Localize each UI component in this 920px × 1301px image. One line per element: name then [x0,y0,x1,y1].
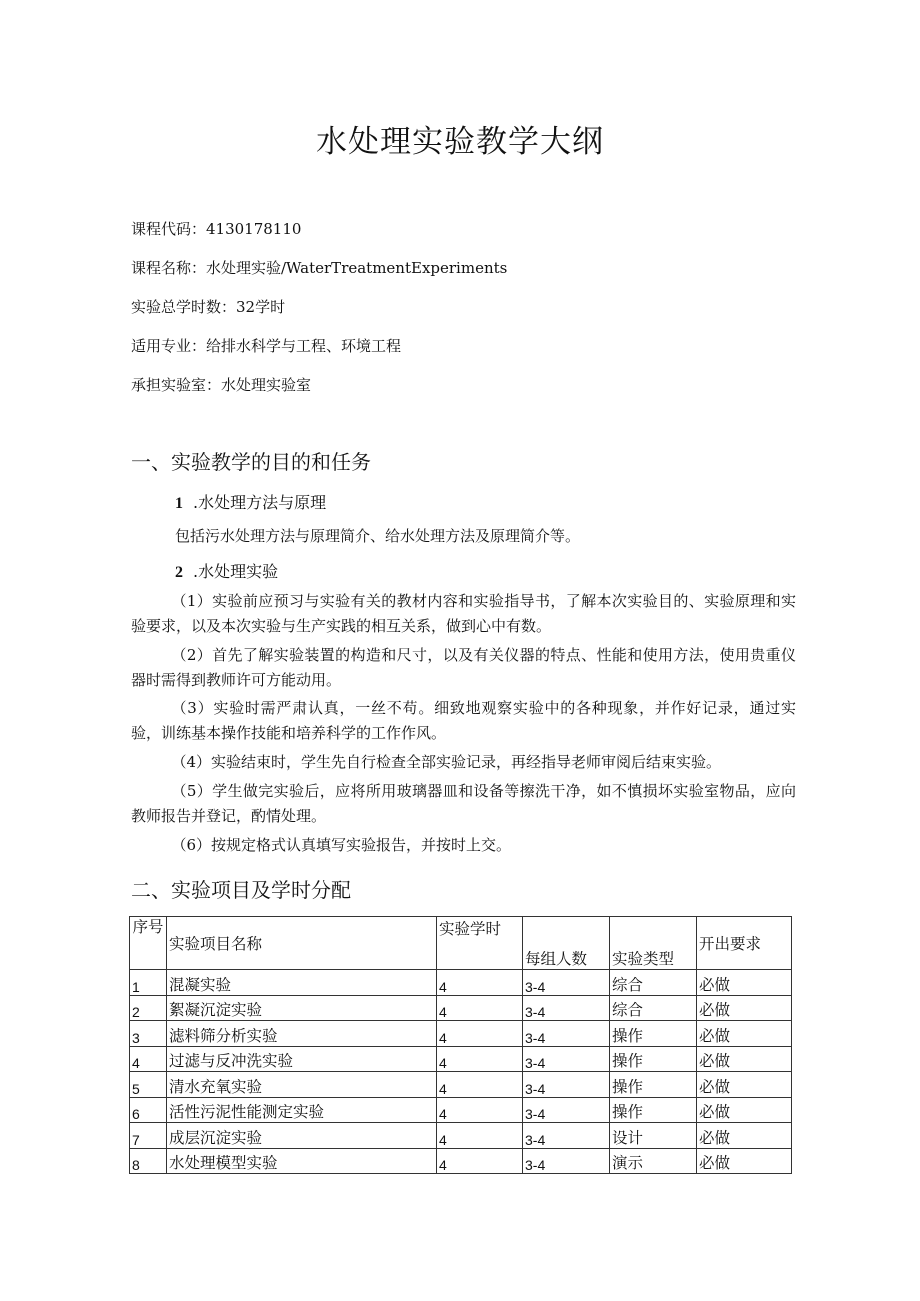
subsection-1-number: 1 [175,495,183,512]
cell-type: 设计 [610,1123,697,1149]
cell-seq: 1 [130,970,167,996]
cell-seq: 6 [130,1097,167,1123]
header-requirement: 开出要求 [697,917,792,970]
subsection-2-label: .水处理实验 [193,562,279,581]
table-row [130,1021,792,1047]
cell-hours: 4 [437,1148,523,1174]
cell-group-size: 3-4 [523,1072,610,1098]
cell-seq: 7 [130,1123,167,1149]
table-row [130,1097,792,1123]
cell-name: 滤料筛分析实验 [167,1021,437,1047]
cell-group-size: 3-4 [523,1097,610,1123]
cell-name: 絮凝沉淀实验 [167,995,437,1021]
header-name: 实验项目名称 [167,917,437,970]
subsection-1-heading [175,490,326,513]
cell-hours: 4 [437,1123,523,1149]
subsection-1-label: .水处理方法与原理 [193,493,327,512]
cell-hours: 4 [437,1072,523,1098]
cell-type: 操作 [610,1046,697,1072]
applicable-majors: 适用专业：给排水科学与工程、环境工程 [131,337,402,355]
cell-hours: 4 [437,1021,523,1047]
cell-group-size: 3-4 [523,995,610,1021]
requirement-1: （1）实验前应预习与实验有关的教材内容和实验指导书，了解本次实验目的、实验原理和实验要求，以及本次实验与生产实践的相互关系，做到心中有数。 [131,592,796,635]
cell-seq: 4 [130,1046,167,1072]
total-hours: 实验总学时数：32学时 [131,298,286,316]
cell-type: 操作 [610,1021,697,1047]
cell-seq: 5 [130,1072,167,1098]
header-seq: 序号 [130,917,167,970]
cell-requirement: 必做 [697,1123,792,1149]
table-row [130,995,792,1021]
cell-name: 混凝实验 [167,970,437,996]
cell-seq: 3 [130,1021,167,1047]
requirement-3: （3）实验时需严肃认真，一丝不苟。细致地观察实验中的各种现象，并作好记录，通过实验，训练基本操作技能和培养科学的工作作风。 [131,699,796,742]
table-row [130,970,792,996]
table-row [130,1123,792,1149]
cell-seq: 8 [130,1148,167,1174]
header-type: 实验类型 [610,917,697,970]
page-title: 水处理实验教学大纲 [316,124,604,160]
cell-type: 综合 [610,970,697,996]
subsection-2-number: 2 [175,564,183,581]
cell-requirement: 必做 [697,970,792,996]
cell-name: 过滤与反冲洗实验 [167,1046,437,1072]
cell-requirement: 必做 [697,1046,792,1072]
cell-name: 成层沉淀实验 [167,1123,437,1149]
section1-heading: 一、实验教学的目的和任务 [131,450,371,474]
header-hours: 实验学时 [437,917,523,970]
cell-requirement: 必做 [697,1072,792,1098]
cell-requirement: 必做 [697,995,792,1021]
cell-name: 活性污泥性能测定实验 [167,1097,437,1123]
table-row [130,1072,792,1098]
cell-group-size: 3-4 [523,1123,610,1149]
requirement-6: （6）按规定格式认真填写实验报告，并按时上交。 [171,836,512,854]
cell-seq: 2 [130,995,167,1021]
course-name: 课程名称：水处理实验/WaterTreatmentExperiments [131,259,508,277]
subsection-2-heading [175,559,278,582]
cell-name: 水处理模型实验 [167,1148,437,1174]
cell-type: 操作 [610,1097,697,1123]
subsection-1-text: 包括污水处理方法与原理简介、给水处理方法及原理简介等。 [175,527,581,545]
section2-heading: 二、实验项目及学时分配 [131,878,351,902]
table-row [130,1148,792,1174]
cell-requirement: 必做 [697,1021,792,1047]
cell-type: 操作 [610,1072,697,1098]
cell-hours: 4 [437,970,523,996]
cell-requirement: 必做 [697,1148,792,1174]
cell-requirement: 必做 [697,1097,792,1123]
cell-type: 演示 [610,1148,697,1174]
cell-hours: 4 [437,1046,523,1072]
cell-group-size: 3-4 [523,1148,610,1174]
cell-group-size: 3-4 [523,970,610,996]
responsible-lab: 承担实验室：水处理实验室 [131,376,312,394]
cell-type: 综合 [610,995,697,1021]
cell-hours: 4 [437,1097,523,1123]
cell-hours: 4 [437,995,523,1021]
cell-group-size: 3-4 [523,1046,610,1072]
experiment-table [129,916,792,1174]
requirement-5: （5）学生做完实验后，应将所用玻璃器皿和设备等擦洗干净，如不慎损坏实验室物品，应向教师报告并登记，酌情处理。 [131,782,796,825]
requirement-4: （4）实验结束时，学生先自行检查全部实验记录，再经指导老师审阅后结束实验。 [171,753,722,771]
course-code: 课程代码：4130178110 [131,220,302,238]
header-group-size: 每组人数 [523,917,610,970]
cell-name: 清水充氧实验 [167,1072,437,1098]
table-row [130,1046,792,1072]
table-header-row [130,917,792,970]
requirement-2: （2）首先了解实验装置的构造和尺寸，以及有关仪器的特点、性能和使用方法，使用贵重仪器时需得到教师许可方能动用。 [131,646,796,689]
cell-group-size: 3-4 [523,1021,610,1047]
